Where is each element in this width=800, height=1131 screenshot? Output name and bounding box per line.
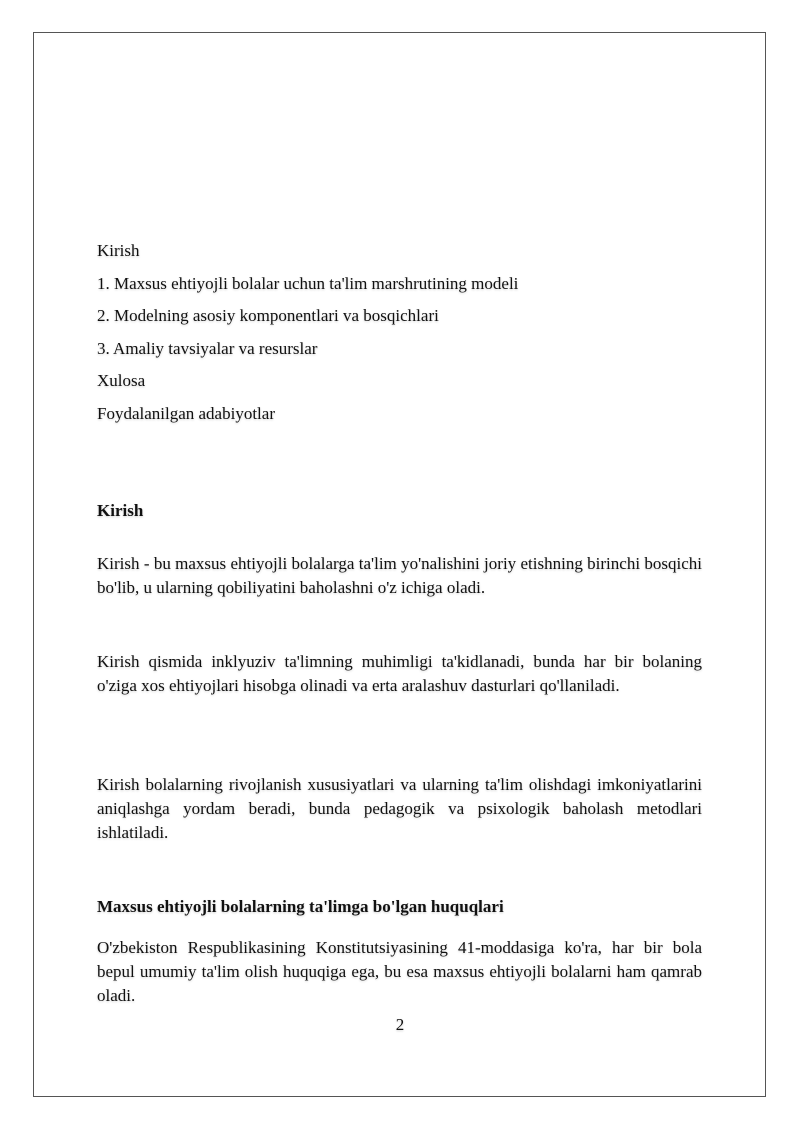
page-number: 2 (395, 1015, 405, 1034)
table-of-contents (97, 240, 702, 436)
toc-item: 1. Maxsus ehtiyojli bolalar uchun ta'lim marshrutining modeli (97, 273, 519, 293)
toc-item: Xulosa (97, 371, 146, 391)
toc-item: 3. Amaliy tavsiyalar va resurslar (97, 338, 318, 358)
rights-paragraph: O'zbekiston Respublikasining Konstitutsiyasining 41-moddasiga ko'ra, har bir bola bepul umumiy ta'lim olish huquqiga ega, bu esa maxsus ehtiyojli bolalarni ham qamrab oladi. (97, 938, 702, 1005)
toc-item: Foydalanilgan adabiyotlar (97, 403, 275, 423)
intro-paragraph: Kirish qismida inklyuziv ta'limning muhimligi ta'kidlanadi, bunda har bir bolaning o'ziga xos ehtiyojlari hisobga olinadi va erta aralashuv dasturlari qo'llaniladi. (97, 652, 702, 695)
toc-item: 2. Modelning asosiy komponentlari va bosqichlari (97, 306, 439, 326)
section-heading-rights: Maxsus ehtiyojli bolalarning ta'limga bo'lgan huquqlari (97, 897, 504, 916)
section-heading-intro: Kirish (97, 501, 144, 520)
toc-item: Kirish (97, 241, 140, 260)
intro-paragraph: Kirish bolalarning rivojlanish xususiyatlari va ularning ta'lim olishdagi imkoniyatlarini aniqlashga yordam beradi, bunda pedagogik va psixologik baholash metodlari ishlatiladi. (97, 775, 702, 842)
intro-paragraph: Kirish - bu maxsus ehtiyojli bolalarga ta'lim yo'nalishini joriy etishning birinchi bosqichi bo'lib, u ularning qobiliyatini baholashni o'z ichiga oladi. (97, 554, 702, 597)
